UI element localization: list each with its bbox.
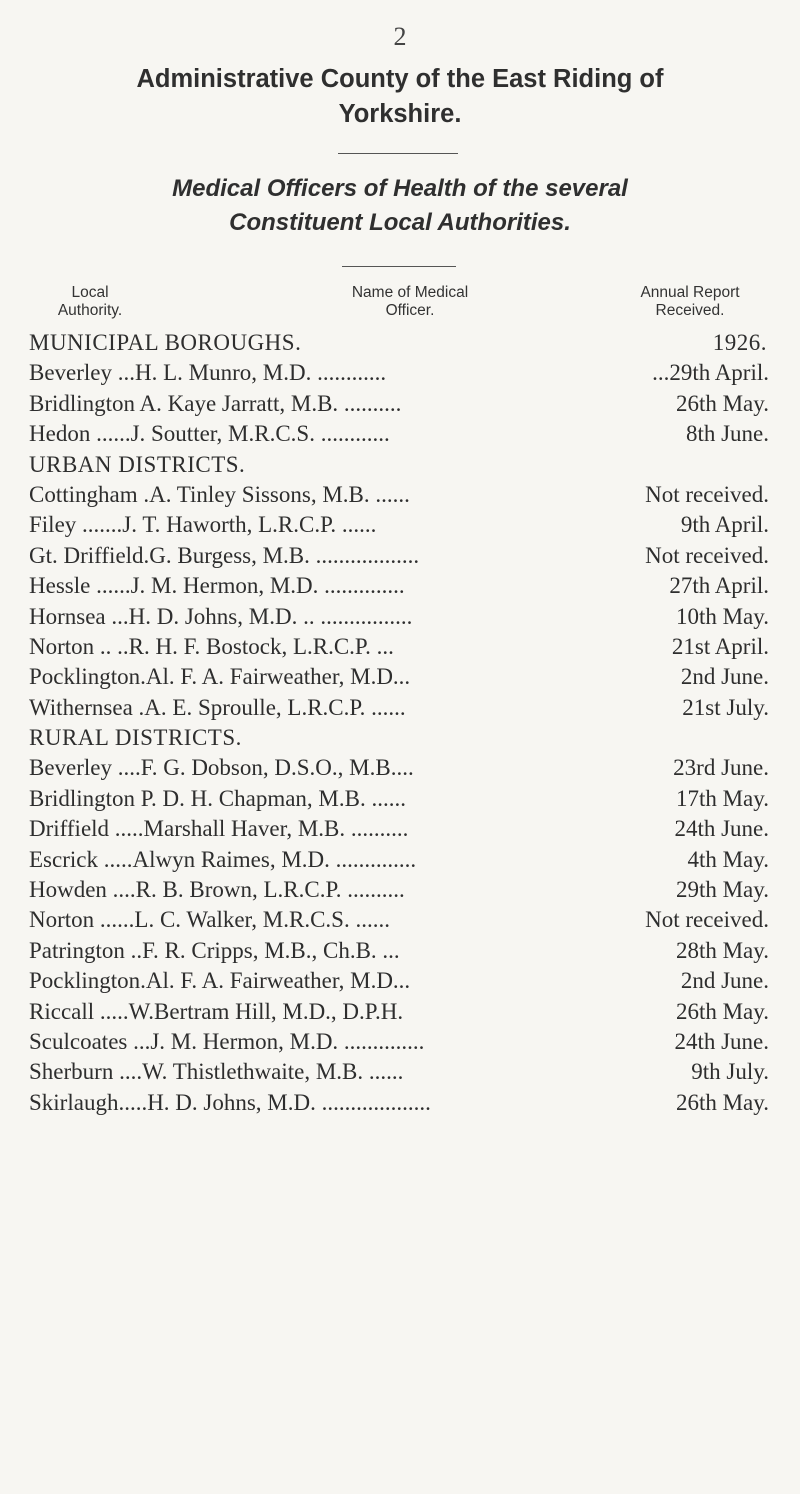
subtitle-divider bbox=[342, 266, 456, 267]
authority-officer: Hedon ......J. Soutter, M.R.C.S. ............ bbox=[29, 421, 390, 447]
report-received: 29th May. bbox=[675, 877, 769, 903]
report-received: 10th May. bbox=[675, 603, 769, 629]
authority-officer: Bridlington P. D. H. Chapman, M.B. ...... bbox=[29, 785, 406, 811]
table-row bbox=[29, 784, 769, 814]
authority-officer: Riccall .....W.Bertram Hill, M.D., D.P.H. bbox=[29, 998, 404, 1024]
report-received: 8th June. bbox=[685, 421, 769, 447]
table-row bbox=[29, 419, 769, 449]
table-row bbox=[29, 875, 769, 905]
authority-officer: Norton .. ..R. H. F. Bostock, L.R.C.P. ... bbox=[29, 633, 394, 659]
column-header-authority bbox=[30, 284, 150, 320]
table-row bbox=[29, 541, 769, 571]
column-header-officer-line-2: Officer. bbox=[385, 302, 435, 319]
table-row bbox=[29, 571, 769, 601]
authority-officer: Beverley ...H. L. Munro, M.D. ............ bbox=[29, 360, 387, 386]
title-line-2: Yorkshire. bbox=[338, 100, 462, 128]
table-row bbox=[29, 602, 769, 632]
report-received: 24th June. bbox=[674, 1028, 769, 1054]
report-received: Not received. bbox=[645, 907, 769, 933]
report-received: 21st April. bbox=[671, 633, 769, 659]
column-header-officer bbox=[325, 284, 495, 320]
column-header-authority-line-2: Authority. bbox=[57, 302, 123, 319]
report-received: 28th May. bbox=[675, 937, 769, 963]
table-row bbox=[29, 905, 769, 935]
report-received: 2nd June. bbox=[680, 968, 769, 994]
table-row bbox=[29, 997, 769, 1027]
authority-officer: Beverley ....F. G. Dobson, D.S.O., M.B.... bbox=[29, 755, 414, 781]
report-received: ...29th April. bbox=[652, 360, 769, 386]
report-received: 26th May. bbox=[675, 390, 769, 416]
authority-officer: Driffield .....Marshall Haver, M.B. .......... bbox=[29, 816, 409, 842]
report-received: 2nd June. bbox=[680, 664, 769, 690]
authority-officer: Bridlington A. Kaye Jarratt, M.B. .......... bbox=[29, 390, 402, 416]
column-header-authority-line-1: Local bbox=[71, 284, 109, 301]
authority-officer: Howden ....R. B. Brown, L.R.C.P. .......... bbox=[29, 877, 405, 903]
report-received: 26th May. bbox=[675, 998, 769, 1024]
page-number: 2 bbox=[393, 22, 407, 51]
section-heading-text: URBAN DISTRICTS. bbox=[29, 451, 246, 477]
title-line-1: Administrative County of the East Riding of bbox=[136, 65, 664, 93]
authority-officer: Patrington ..F. R. Cripps, M.B., Ch.B. ... bbox=[29, 937, 400, 963]
authority-officer: Pocklington.Al. F. A. Fairweather, M.D... bbox=[29, 664, 411, 690]
table-row bbox=[29, 936, 769, 966]
authority-officer: Cottingham .A. Tinley Sissons, M.B. ...... bbox=[29, 481, 410, 507]
table-row bbox=[29, 358, 769, 388]
authority-officer: Filey .......J. T. Haworth, L.R.C.P. ...... bbox=[29, 512, 377, 538]
page-subtitle bbox=[40, 172, 760, 240]
column-header-report bbox=[615, 284, 765, 320]
authority-officer: Escrick .....Alwyn Raimes, M.D. .............. bbox=[29, 846, 417, 872]
table-row bbox=[29, 1057, 769, 1087]
table-row bbox=[29, 480, 769, 510]
authority-officer: Norton ......L. C. Walker, M.R.C.S. ...... bbox=[29, 907, 390, 933]
authority-officer: Sherburn ....W. Thistlethwaite, M.B. ...... bbox=[29, 1059, 404, 1085]
report-received: Not received. bbox=[645, 542, 769, 568]
title-divider bbox=[338, 153, 458, 154]
report-received: 9th July. bbox=[691, 1059, 769, 1085]
table-row bbox=[29, 1088, 769, 1118]
report-received: 17th May. bbox=[675, 785, 769, 811]
table-row bbox=[29, 389, 769, 419]
table-row bbox=[29, 814, 769, 844]
authority-officer: Pocklington.Al. F. A. Fairweather, M.D... bbox=[29, 968, 411, 994]
authority-officer: Gt. Driffield.G. Burgess, M.B. .................. bbox=[29, 542, 420, 568]
column-header-report-line-2: Received. bbox=[655, 302, 725, 319]
table-row bbox=[29, 693, 769, 723]
column-header-officer-line-1: Name of Medical bbox=[351, 284, 469, 301]
report-received: 24th June. bbox=[674, 816, 769, 842]
section-heading-text: RURAL DISTRICTS. bbox=[29, 725, 242, 751]
authority-officer: Hessle ......J. M. Hermon, M.D. .............. bbox=[29, 573, 405, 599]
table-row bbox=[29, 1027, 769, 1057]
section-heading-municipal bbox=[29, 328, 769, 358]
authority-officer: Withernsea .A. E. Sproulle, L.R.C.P. ...... bbox=[29, 694, 406, 720]
section-heading-rural bbox=[29, 723, 769, 753]
authority-officer: Hornsea ...H. D. Johns, M.D. .. ................ bbox=[29, 603, 413, 629]
table-row bbox=[29, 845, 769, 875]
page-title bbox=[40, 62, 760, 132]
column-header-report-line-1: Annual Report bbox=[640, 284, 740, 301]
report-received: 27th April. bbox=[669, 573, 769, 599]
authority-officer: Skirlaugh.....H. D. Johns, M.D. ................... bbox=[29, 1089, 431, 1115]
table-row bbox=[29, 753, 769, 783]
table-row bbox=[29, 662, 769, 692]
subtitle-line-2: Constituent Local Authorities. bbox=[229, 209, 571, 236]
subtitle-line-1: Medical Officers of Health of the several bbox=[172, 175, 628, 202]
report-received: 4th May. bbox=[687, 846, 769, 872]
report-year: 1926. bbox=[712, 330, 767, 355]
report-received: 9th April. bbox=[680, 512, 769, 538]
report-received: Not received. bbox=[645, 481, 769, 507]
table-row bbox=[29, 632, 769, 662]
officers-table bbox=[29, 328, 769, 1118]
table-row bbox=[29, 966, 769, 996]
report-received: 21st July. bbox=[682, 694, 769, 720]
section-heading-urban bbox=[29, 450, 769, 480]
report-received: 26th May. bbox=[675, 1089, 769, 1115]
report-received: 23rd June. bbox=[673, 755, 769, 781]
section-heading-text: MUNICIPAL BOROUGHS. bbox=[29, 330, 302, 355]
table-row bbox=[29, 510, 769, 540]
authority-officer: Sculcoates ...J. M. Hermon, M.D. .............. bbox=[29, 1028, 425, 1054]
